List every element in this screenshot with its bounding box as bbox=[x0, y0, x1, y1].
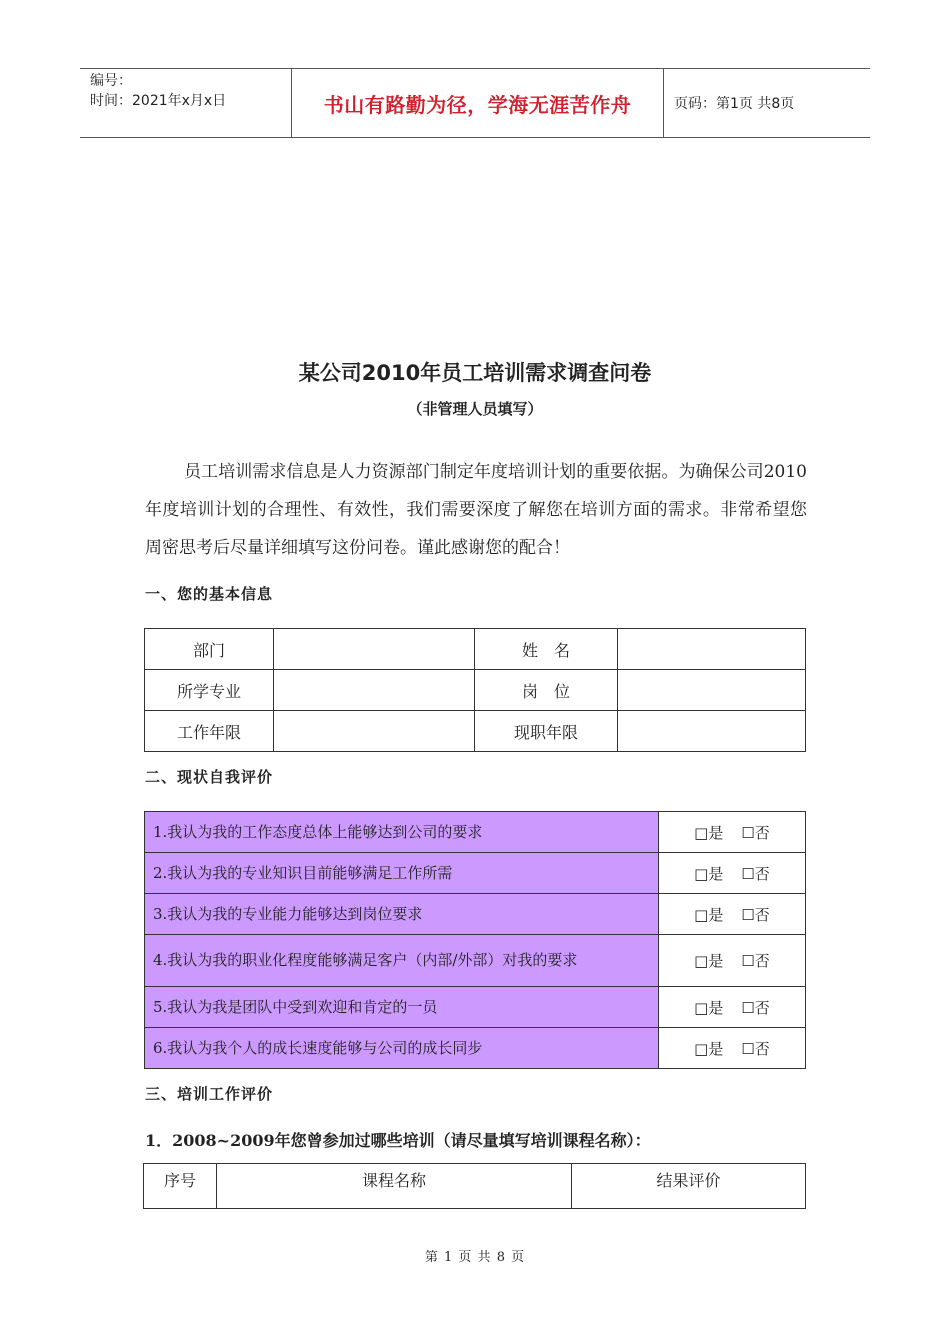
table-row bbox=[145, 711, 806, 752]
section3-heading: 三、培训工作评价 bbox=[145, 1085, 274, 1103]
label-position: 岗 位 bbox=[475, 670, 618, 711]
doc-number: 编号： bbox=[90, 73, 132, 89]
no-checkbox[interactable]: ☐否 bbox=[741, 864, 770, 883]
col-index-header: 序号 bbox=[144, 1164, 217, 1209]
table-row bbox=[145, 1028, 806, 1069]
name-field[interactable] bbox=[618, 629, 806, 670]
table-row bbox=[145, 812, 806, 853]
table-row bbox=[145, 853, 806, 894]
no-checkbox[interactable]: ☐否 bbox=[741, 952, 770, 970]
eval-statement: 2.我认为我的专业知识目前能够满足工作所需 bbox=[145, 853, 659, 894]
yes-checkbox[interactable]: □是 bbox=[694, 998, 724, 1017]
eval-choice bbox=[659, 894, 806, 935]
eval-choice bbox=[659, 987, 806, 1028]
eval-choice bbox=[659, 853, 806, 894]
page-subtitle: （非管理人员填写） bbox=[407, 400, 543, 418]
col-course-header: 课程名称 bbox=[217, 1164, 572, 1209]
yes-checkbox[interactable]: □是 bbox=[694, 864, 724, 883]
page-title: 某公司2010年员工培训需求调查问卷 bbox=[298, 361, 652, 385]
label-current-years: 现职年限 bbox=[475, 711, 618, 752]
table-row bbox=[145, 629, 806, 670]
work-years-field[interactable] bbox=[274, 711, 475, 752]
page-header bbox=[80, 68, 870, 138]
page-footer: 第 1 页 共 8 页 bbox=[424, 1250, 526, 1265]
yes-checkbox[interactable]: □是 bbox=[694, 952, 724, 970]
eval-statement: 1.我认为我的工作态度总体上能够达到公司的要求 bbox=[145, 812, 659, 853]
eval-statement: 4.我认为我的职业化程度能够满足客户（内部/外部）对我的要求 bbox=[145, 935, 659, 987]
label-major: 所学专业 bbox=[145, 670, 274, 711]
yes-checkbox[interactable]: □是 bbox=[694, 1039, 724, 1058]
section1-heading: 一、您的基本信息 bbox=[145, 585, 274, 603]
question-1: 1．2008~2009年您曾参加过哪些培训（请尽量填写培训课程名称）： bbox=[145, 1131, 651, 1150]
table-row bbox=[145, 935, 806, 987]
eval-choice bbox=[659, 935, 806, 987]
header-meta bbox=[80, 69, 292, 137]
major-field[interactable] bbox=[274, 670, 475, 711]
table-row bbox=[144, 1164, 806, 1209]
label-department: 部门 bbox=[145, 629, 274, 670]
yes-checkbox[interactable]: □是 bbox=[694, 905, 724, 924]
doc-date: 时间：2021年x月x日 bbox=[90, 93, 227, 109]
header-motto: 书山有路勤为径，学海无涯苦作舟 bbox=[292, 69, 664, 137]
intro-text: 员工培训需求信息是人力资源部门制定年度培训计划的重要依据。为确保公司2010年度培训计划的合理性、有效性，我们需要深度了解您在培训方面的需求。非常希望您周密思考后尽量详细填写这份问卷。谨此感谢您的配合！ bbox=[145, 462, 807, 558]
col-result-header: 结果评价 bbox=[572, 1164, 806, 1209]
eval-statement: 6.我认为我个人的成长速度能够与公司的成长同步 bbox=[145, 1028, 659, 1069]
intro-paragraph bbox=[145, 453, 807, 567]
header-page-info: 页码：第1页 共8页 bbox=[674, 96, 795, 112]
eval-statement: 5.我认为我是团队中受到欢迎和肯定的一员 bbox=[145, 987, 659, 1028]
basic-info-table bbox=[144, 628, 806, 752]
department-field[interactable] bbox=[274, 629, 475, 670]
position-field[interactable] bbox=[618, 670, 806, 711]
section2-heading: 二、现状自我评价 bbox=[145, 768, 274, 786]
no-checkbox[interactable]: ☐否 bbox=[741, 905, 770, 924]
no-checkbox[interactable]: ☐否 bbox=[741, 998, 770, 1017]
yes-checkbox[interactable]: □是 bbox=[694, 823, 724, 842]
eval-choice bbox=[659, 1028, 806, 1069]
training-table bbox=[143, 1163, 806, 1209]
label-name: 姓 名 bbox=[475, 629, 618, 670]
no-checkbox[interactable]: ☐否 bbox=[741, 1039, 770, 1058]
label-work-years: 工作年限 bbox=[145, 711, 274, 752]
table-row bbox=[145, 987, 806, 1028]
no-checkbox[interactable]: ☐否 bbox=[741, 823, 770, 842]
self-eval-table bbox=[144, 811, 806, 1069]
table-row bbox=[145, 894, 806, 935]
table-row bbox=[145, 670, 806, 711]
eval-statement: 3.我认为我的专业能力能够达到岗位要求 bbox=[145, 894, 659, 935]
current-years-field[interactable] bbox=[618, 711, 806, 752]
eval-choice bbox=[659, 812, 806, 853]
